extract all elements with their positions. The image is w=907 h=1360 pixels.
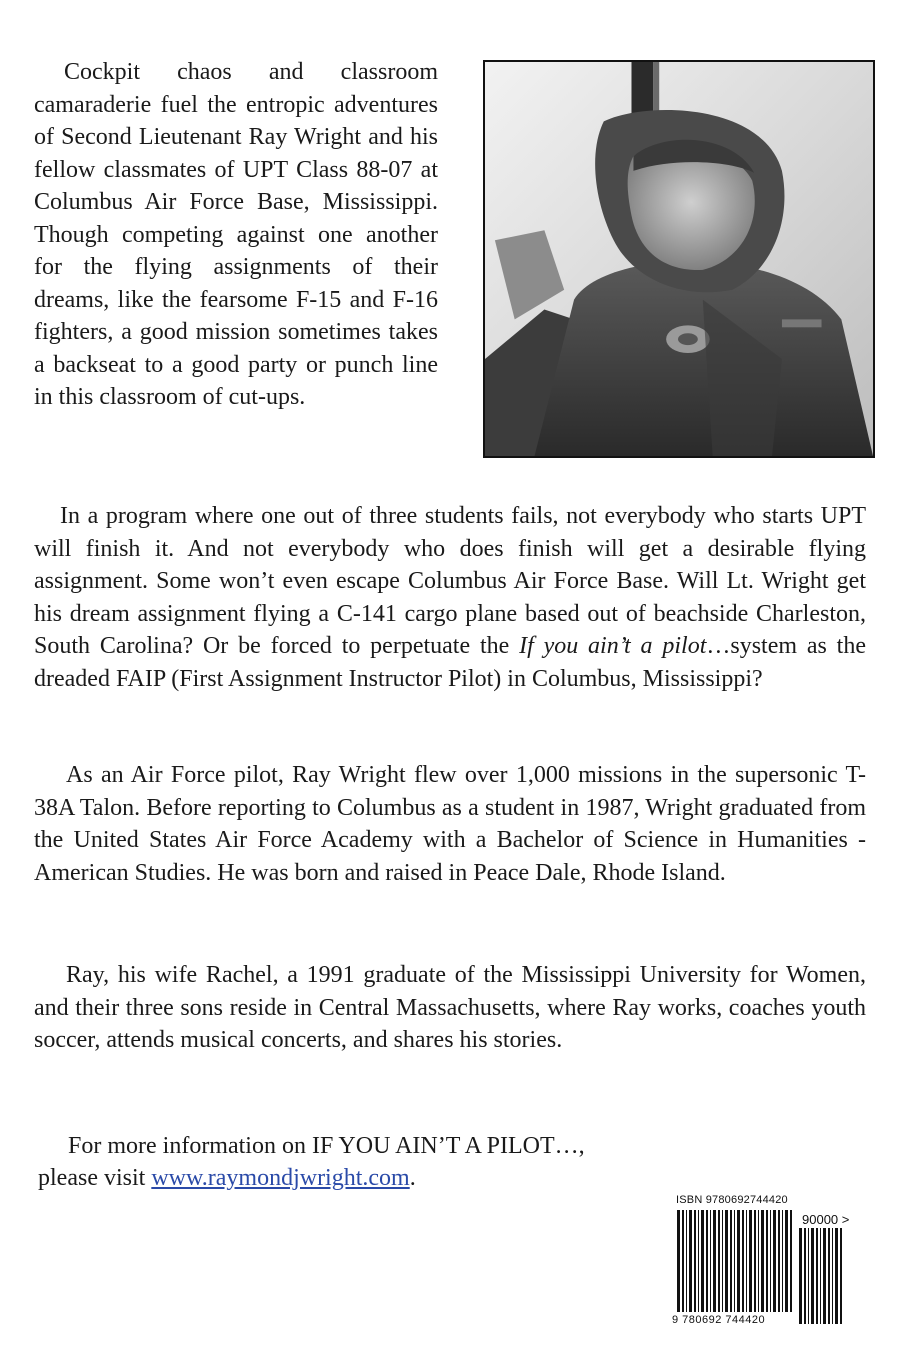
plot-text-end: …system as the dreaded FAIP (First Assignment Instructor Pilot) in Columbus, Mississippi? — [34, 633, 867, 692]
barcode-bar — [835, 1228, 838, 1324]
barcode-bar — [840, 1228, 842, 1324]
barcode-bar — [706, 1210, 708, 1312]
barcode-bar — [785, 1210, 788, 1312]
barcode-bar — [778, 1210, 780, 1312]
author-bio-paragraph: As an Air Force pilot, Ray Wright flew over 1,000 missions in the supersonic T-38A Talon. Before reporting to Columbus as a student in 1987, Wright graduated from the United States Air Force Academy with a Bachelor of Science in Humanities - American Studies. He was born and raised in Peace Dale, Rhode Island. — [34, 762, 866, 886]
ean-barcode-bars — [676, 1210, 793, 1312]
website-link[interactable]: www.raymondjwright.com — [151, 1165, 410, 1191]
barcode-bar — [701, 1210, 704, 1312]
price-barcode-bars — [798, 1228, 844, 1324]
barcode-bar — [742, 1210, 744, 1312]
barcode-bar — [713, 1210, 716, 1312]
barcode-bar — [782, 1210, 783, 1312]
barcode-bar — [722, 1210, 723, 1312]
price-code: 90000 > — [802, 1212, 850, 1227]
barcode-bar — [754, 1210, 756, 1312]
barcode-bar — [790, 1210, 792, 1312]
visit-prefix: please visit — [38, 1165, 152, 1191]
intro-paragraph: Cockpit chaos and classroom camaraderie fuel the entropic adventures of Second Lieutenant Ray Wright and his fellow classmates of UPT Class 88-07 at Columbus Air Force Base, Mississippi. Though competing against one another for the flying assignments of their dreams, like the fearsome F-15 and F-16 fighters, a good mission sometimes takes a backseat to a good party or punch line in this classroom of cut-ups. — [34, 59, 438, 410]
barcode-bar — [694, 1210, 696, 1312]
isbn-label: ISBN 9780692744420 — [676, 1194, 788, 1206]
barcode-bar — [737, 1210, 740, 1312]
barcode-bar — [718, 1210, 720, 1312]
barcode-bar — [710, 1210, 711, 1312]
ean-digits: 9 780692 744420 — [672, 1314, 766, 1326]
barcode-bar — [816, 1228, 818, 1324]
barcode-bar — [746, 1210, 747, 1312]
plot-text-start: In a program where one out of three students fails, not everybody who starts UPT will finish it. And not everybody who does finish will get a desirable flying assignment. Some won’t even escape Columbus Air Force Base. Will Lt. Wright get his dream assignment flying a C-141 cargo plane based out of beachside Charleston, South Carolina? Or be forced to perpetuate the — [34, 503, 866, 659]
barcode-bar — [770, 1210, 771, 1312]
barcode-bar — [730, 1210, 732, 1312]
barcode-bar — [820, 1228, 821, 1324]
barcode-bar — [686, 1210, 687, 1312]
visit-suffix: . — [409, 1165, 416, 1191]
more-info — [34, 1130, 634, 1194]
barcode-bar — [734, 1210, 735, 1312]
barcode-bar — [725, 1210, 728, 1312]
barcode-bar — [799, 1228, 802, 1324]
barcode-bar — [832, 1228, 833, 1324]
barcode-bar — [804, 1228, 806, 1324]
barcode-bar — [689, 1210, 692, 1312]
family-paragraph: Ray, his wife Rachel, a 1991 graduate of the Mississippi University for Women, and their three sons reside in Central Massachusetts, where Ray works, coaches youth soccer, attends musical concerts, and shares his stories. — [34, 962, 866, 1053]
barcode-bar — [749, 1210, 752, 1312]
plot-paragraph — [34, 500, 866, 695]
more-info-line: For more information on IF YOU AIN’T A PILOT…, — [68, 1133, 585, 1159]
barcode-bar — [766, 1210, 768, 1312]
author-photo — [483, 60, 875, 458]
barcode-bar — [808, 1228, 809, 1324]
barcode-bar — [682, 1210, 684, 1312]
series-title-italic: If you ain’t a pilot — [519, 633, 707, 659]
barcode-bar — [758, 1210, 759, 1312]
isbn-barcode — [672, 1194, 872, 1332]
visit-line — [34, 1162, 634, 1194]
barcode-bar — [828, 1228, 830, 1324]
barcode-bar — [761, 1210, 764, 1312]
barcode-bar — [823, 1228, 826, 1324]
barcode-bar — [698, 1210, 699, 1312]
barcode-bar — [677, 1210, 680, 1312]
barcode-bar — [773, 1210, 776, 1312]
barcode-bar — [811, 1228, 814, 1324]
